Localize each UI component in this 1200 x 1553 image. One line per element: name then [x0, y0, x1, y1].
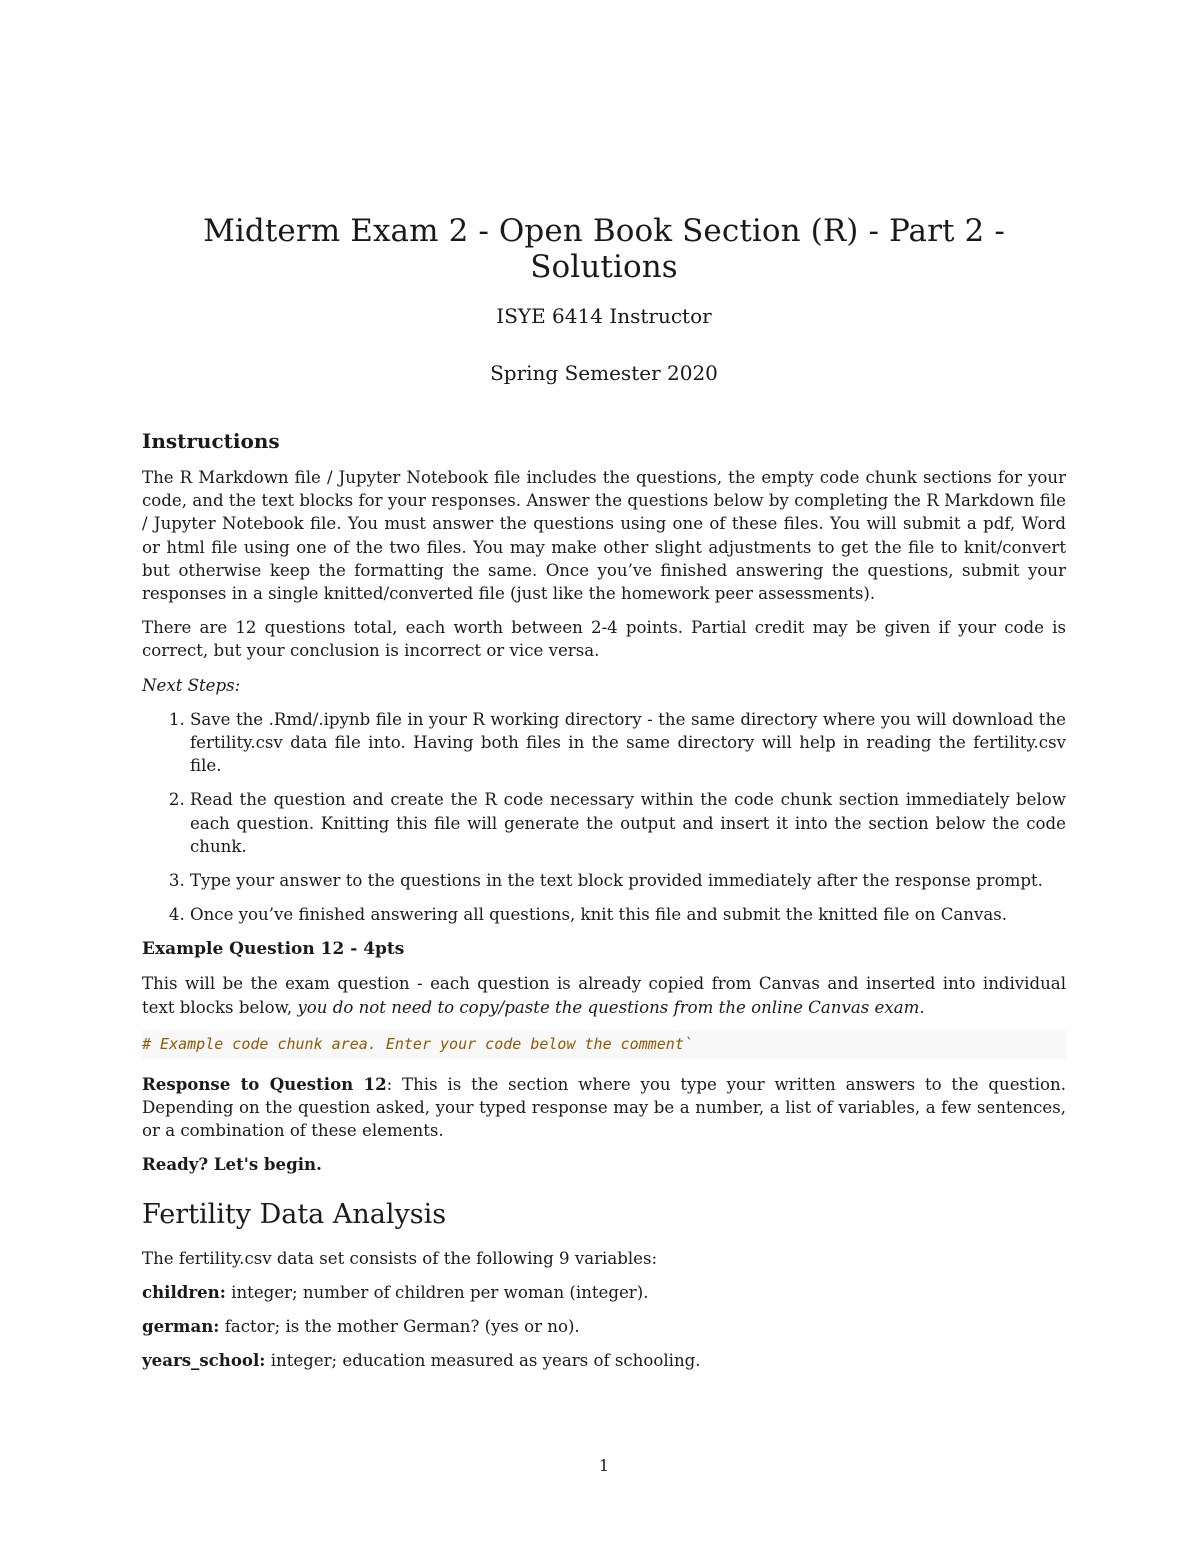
code-chunk	[142, 1030, 1066, 1059]
variable-item	[142, 1281, 1066, 1304]
instructions-paragraph-2: There are 12 questions total, each worth between 2-4 points. Partial credit may be given if your code is correct, but your conclusion is incorrect or vice versa.	[142, 618, 1066, 661]
code-comment: # Example code chunk area. Enter your code below the comment`	[142, 1034, 693, 1053]
example-text-italic: you do not need to copy/paste the questions from the online Canvas exam.	[297, 997, 925, 1017]
page-number: 1	[598, 1456, 610, 1475]
variable-name: children:	[142, 1281, 226, 1302]
next-steps-list	[142, 708, 1066, 927]
variable-name: years_school:	[142, 1350, 266, 1371]
response-paragraph	[142, 1073, 1066, 1143]
list-item: 2. Read the question and create the R code necessary within the code chunk section immediately below each question. Knitting this file will generate the output and insert it into the section below the code chunk.	[190, 788, 1066, 858]
variable-item	[142, 1315, 1066, 1338]
instructions-heading: Instructions	[142, 429, 280, 453]
document-page	[142, 0, 1066, 1553]
fertility-intro: The fertility.csv data set consists of the following 9 variables:	[142, 1248, 658, 1268]
example-text-plain: This will be the exam question - each question is already copied from Canvas and inserted into individual text blocks below,	[142, 974, 1066, 1017]
document-body	[142, 428, 1066, 1383]
document-title: Midterm Exam 2 - Open Book Section (R) - Part 2 - Solutions	[203, 213, 1005, 285]
response-text: : This is the section where you type your written answers to the question. Depending on the question asked, your typed response may be a number, a list of variables, a few sentences, or a combination of these elements.	[142, 1074, 1067, 1141]
instructions-paragraph-1: The R Markdown file / Jupyter Notebook file includes the questions, the empty code chunk sections for your code, and the text blocks for your responses. Answer the questions below by completing the R Markdown file / Jupyter Notebook file. You must answer the questions using one of these files. You will submit a pdf, Word or html file using one of the two files. You may make other slight adjustments to get the file to knit/convert but otherwise keep the formatting the same. Once you’ve finished answering the questions, submit your responses in a single knitted/converted file (just like the homework peer assessments).	[142, 468, 1066, 604]
next-steps-label: Next Steps:	[142, 675, 241, 695]
fertility-heading: Fertility Data Analysis	[142, 1198, 447, 1230]
ready-text: Ready? Let's begin.	[142, 1154, 322, 1175]
example-question-text	[142, 972, 1066, 1018]
list-item: 3. Type your answer to the questions in the text block provided immediately after the response prompt.	[190, 869, 1066, 892]
variable-desc: integer; education measured as years of schooling.	[270, 1351, 701, 1371]
example-question-heading: Example Question 12 - 4pts	[142, 939, 405, 960]
variable-item	[142, 1349, 1066, 1372]
variable-desc: integer; number of children per woman (integer).	[231, 1282, 649, 1302]
list-item: 1. Save the .Rmd/.ipynb file in your R working directory - the same directory where you will download the fertility.csv data file into. Having both files in the same directory will help in reading the fertility.csv file.	[190, 708, 1066, 778]
variable-name: german:	[142, 1316, 220, 1337]
list-item: 4. Once you’ve finished answering all questions, knit this file and submit the knitted file on Canvas.	[190, 903, 1066, 926]
variable-desc: factor; is the mother German? (yes or no).	[224, 1317, 580, 1337]
document-date: Spring Semester 2020	[490, 361, 718, 385]
response-label: Response to Question 12	[142, 1073, 387, 1094]
document-author: ISYE 6414 Instructor	[496, 304, 712, 328]
